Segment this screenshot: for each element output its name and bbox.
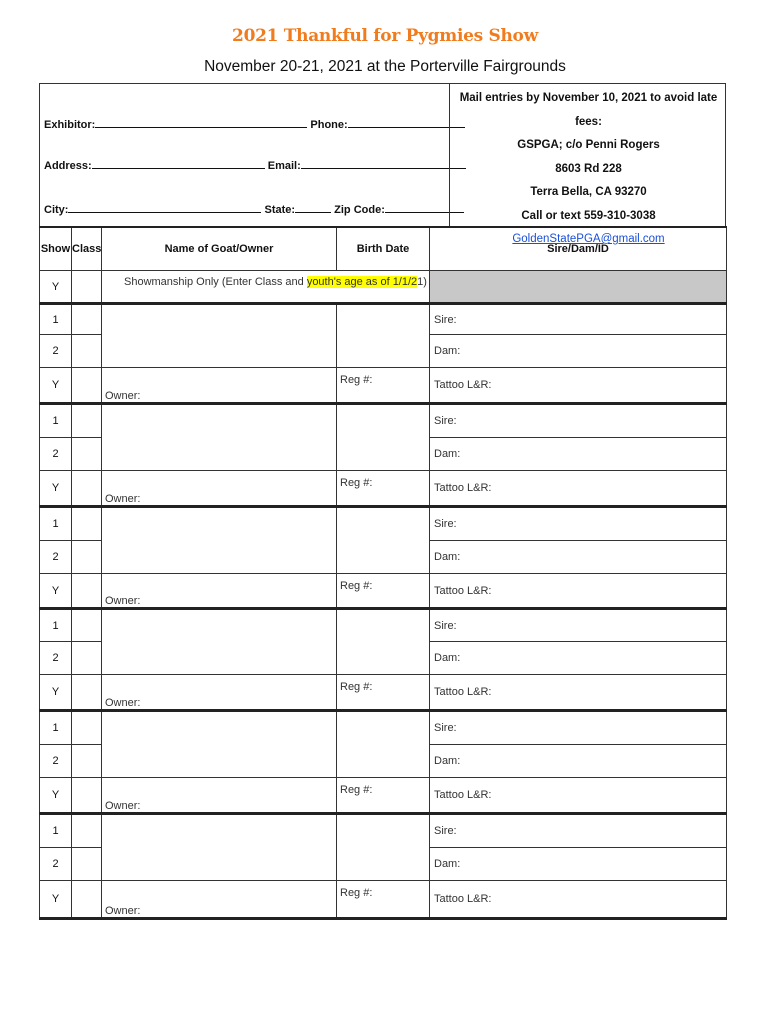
exhibitor-row bbox=[44, 118, 465, 131]
class-field[interactable] bbox=[72, 335, 102, 368]
dam-field[interactable]: Dam: bbox=[430, 745, 727, 778]
tattoo-field[interactable]: Tattoo L&R: bbox=[430, 471, 727, 507]
tattoo-field[interactable]: Tattoo L&R: bbox=[430, 778, 727, 814]
row-show-yes: Y bbox=[40, 881, 72, 919]
row-number: 1 bbox=[40, 814, 72, 848]
showmanship-note: Showmanship Only (Enter Class and youth's age as of 1/1/21) bbox=[102, 271, 430, 304]
tattoo-field[interactable]: Tattoo L&R: bbox=[430, 675, 727, 711]
class-field[interactable] bbox=[72, 574, 102, 609]
state-field[interactable] bbox=[295, 203, 331, 213]
row-show-yes: Y bbox=[40, 675, 72, 711]
col-sire-dam-id: Sire/Dam/ID bbox=[430, 227, 727, 271]
row-number: 1 bbox=[40, 304, 72, 335]
showmanship-row bbox=[40, 271, 727, 304]
dam-field[interactable]: Dam: bbox=[430, 438, 727, 471]
mail-city: Terra Bella, CA 93270 bbox=[530, 186, 647, 198]
row-show-yes: Y bbox=[40, 778, 72, 814]
tattoo-field[interactable]: Tattoo L&R: bbox=[430, 574, 727, 609]
entry-row-owner bbox=[40, 881, 727, 919]
exhibitor-label: Exhibitor: bbox=[44, 119, 96, 131]
goat-name-field[interactable] bbox=[102, 814, 337, 881]
entry-row-sire bbox=[40, 711, 727, 745]
goat-name-field[interactable] bbox=[102, 404, 337, 471]
highlighted-text: youth's age as of 1/1/2 bbox=[306, 276, 418, 288]
birth-date-field[interactable] bbox=[337, 609, 430, 675]
dam-field[interactable]: Dam: bbox=[430, 335, 727, 368]
city-label: City: bbox=[44, 204, 69, 216]
class-field[interactable] bbox=[72, 711, 102, 745]
address-row bbox=[44, 159, 466, 172]
owner-field[interactable]: Owner: bbox=[102, 881, 337, 919]
entry-row-owner bbox=[40, 675, 727, 711]
birth-date-field[interactable] bbox=[337, 404, 430, 471]
mail-phone: Call or text 559-310-3038 bbox=[521, 209, 656, 222]
row-number: 2 bbox=[40, 642, 72, 675]
class-field[interactable] bbox=[72, 471, 102, 507]
tattoo-field[interactable]: Tattoo L&R: bbox=[430, 881, 727, 919]
class-field[interactable] bbox=[72, 778, 102, 814]
sire-field[interactable]: Sire: bbox=[430, 609, 727, 642]
state-label: State: bbox=[264, 204, 296, 216]
class-field[interactable] bbox=[72, 541, 102, 574]
owner-field[interactable]: Owner: bbox=[102, 574, 337, 609]
class-field[interactable] bbox=[72, 848, 102, 881]
class-field[interactable] bbox=[72, 642, 102, 675]
class-field[interactable] bbox=[72, 304, 102, 335]
row-number: 2 bbox=[40, 745, 72, 778]
col-show: Show bbox=[40, 227, 72, 271]
entry-row-sire bbox=[40, 507, 727, 541]
page-subtitle: November 20-21, 2021 at the Porterville Fairgrounds bbox=[204, 58, 566, 75]
reg-number-field[interactable]: Reg #: bbox=[337, 778, 430, 814]
entry-row-owner bbox=[40, 471, 727, 507]
reg-number-field[interactable]: Reg #: bbox=[337, 675, 430, 711]
class-field[interactable] bbox=[72, 609, 102, 642]
row-number: 2 bbox=[40, 541, 72, 574]
row-number: 2 bbox=[40, 335, 72, 368]
sire-field[interactable]: Sire: bbox=[430, 711, 727, 745]
entry-row-sire bbox=[40, 609, 727, 642]
row-show-yes: Y bbox=[40, 574, 72, 609]
birth-date-field[interactable] bbox=[337, 711, 430, 778]
row-number: 2 bbox=[40, 438, 72, 471]
class-field[interactable] bbox=[72, 271, 102, 304]
row-number: 1 bbox=[40, 609, 72, 642]
mail-deadline: Mail entries by November 10, 2021 to avoid late fees: bbox=[459, 92, 718, 128]
class-field[interactable] bbox=[72, 404, 102, 438]
entry-table bbox=[39, 226, 727, 920]
row-number: 1 bbox=[40, 507, 72, 541]
birth-date-field[interactable] bbox=[337, 814, 430, 881]
address-label: Address: bbox=[44, 160, 92, 172]
owner-field[interactable]: Owner: bbox=[102, 675, 337, 711]
phone-label: Phone: bbox=[310, 119, 348, 131]
phone-field[interactable] bbox=[348, 118, 465, 128]
exhibitor-field[interactable] bbox=[95, 118, 307, 128]
owner-field[interactable]: Owner: bbox=[102, 778, 337, 814]
table-header-row bbox=[40, 227, 727, 271]
page-title: 2021 Thankful for Pygmies Show bbox=[232, 26, 538, 46]
class-field[interactable] bbox=[72, 675, 102, 711]
reg-number-field[interactable]: Reg #: bbox=[337, 574, 430, 609]
entry-row-owner bbox=[40, 778, 727, 814]
class-field[interactable] bbox=[72, 745, 102, 778]
entry-row-sire bbox=[40, 814, 727, 848]
col-class: Class bbox=[72, 227, 102, 271]
mail-email-link[interactable]: GoldenStatePGA@gmail.com bbox=[512, 233, 665, 245]
zip-label: Zip Code: bbox=[334, 204, 385, 216]
row-number: 1 bbox=[40, 404, 72, 438]
class-field[interactable] bbox=[72, 814, 102, 848]
owner-field[interactable]: Owner: bbox=[102, 471, 337, 507]
entry-row-owner bbox=[40, 574, 727, 609]
mail-instructions bbox=[449, 84, 727, 245]
mail-street: 8603 Rd 228 bbox=[555, 162, 622, 175]
entry-row-owner bbox=[40, 368, 727, 404]
entry-row-sire bbox=[40, 404, 727, 438]
goat-name-field[interactable] bbox=[102, 507, 337, 574]
row-number: 2 bbox=[40, 848, 72, 881]
shaded-cell bbox=[430, 271, 727, 304]
exhibitor-fields bbox=[40, 84, 449, 227]
owner-field[interactable]: Owner: bbox=[102, 368, 337, 404]
sire-field[interactable]: Sire: bbox=[430, 814, 727, 848]
tattoo-field[interactable]: Tattoo L&R: bbox=[430, 368, 727, 404]
row-show-yes: Y bbox=[40, 368, 72, 404]
entry-row-sire bbox=[40, 304, 727, 335]
goat-name-field[interactable] bbox=[102, 609, 337, 675]
city-row bbox=[44, 203, 464, 216]
dam-field[interactable]: Dam: bbox=[430, 541, 727, 574]
col-name: Name of Goat/Owner bbox=[102, 227, 337, 271]
dam-field[interactable]: Dam: bbox=[430, 848, 727, 881]
goat-name-field[interactable] bbox=[102, 711, 337, 778]
col-birth-date: Birth Date bbox=[337, 227, 430, 271]
goat-name-field[interactable] bbox=[102, 304, 337, 368]
show-cell: Y bbox=[40, 271, 72, 304]
sire-field[interactable]: Sire: bbox=[430, 304, 727, 335]
reg-number-field[interactable]: Reg #: bbox=[337, 471, 430, 507]
class-field[interactable] bbox=[72, 368, 102, 404]
email-field[interactable] bbox=[301, 159, 466, 169]
reg-number-field[interactable]: Reg #: bbox=[337, 881, 430, 919]
row-number: 1 bbox=[40, 711, 72, 745]
sire-field[interactable]: Sire: bbox=[430, 404, 727, 438]
class-field[interactable] bbox=[72, 438, 102, 471]
class-field[interactable] bbox=[72, 507, 102, 541]
sire-field[interactable]: Sire: bbox=[430, 507, 727, 541]
city-field[interactable] bbox=[68, 203, 261, 213]
birth-date-field[interactable] bbox=[337, 507, 430, 574]
exhibitor-info-box bbox=[39, 83, 726, 245]
birth-date-field[interactable] bbox=[337, 304, 430, 368]
reg-number-field[interactable]: Reg #: bbox=[337, 368, 430, 404]
class-field[interactable] bbox=[72, 881, 102, 919]
email-label: Email: bbox=[267, 160, 301, 172]
dam-field[interactable]: Dam: bbox=[430, 642, 727, 675]
address-field[interactable] bbox=[92, 159, 265, 169]
mail-recipient: GSPGA; c/o Penni Rogers bbox=[517, 139, 660, 151]
row-show-yes: Y bbox=[40, 471, 72, 507]
